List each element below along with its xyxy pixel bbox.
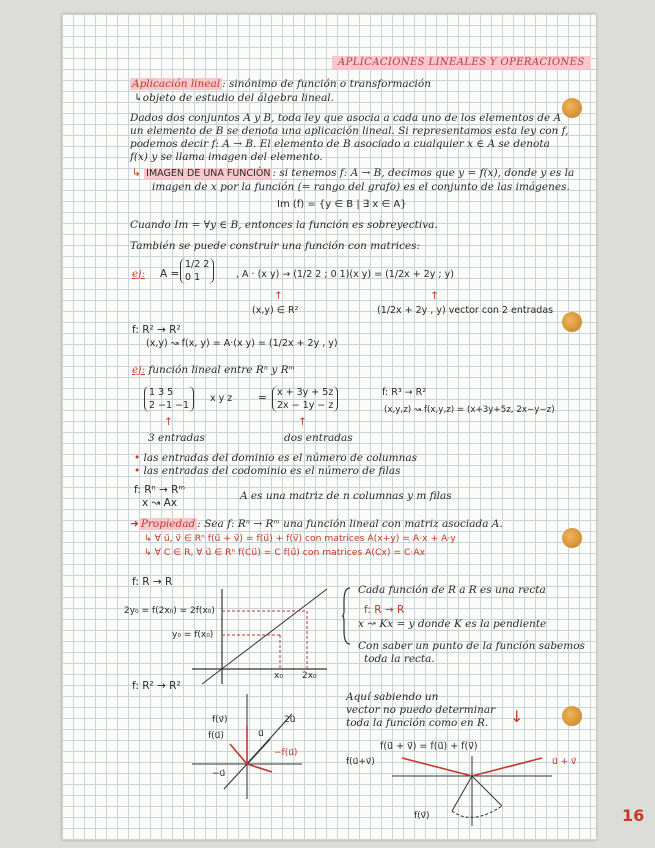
label-out: dos entradas: [284, 432, 353, 444]
graph2-text-3: toda la función como en R.: [346, 717, 489, 729]
graph1-label: f: R → R: [132, 576, 173, 588]
image-formula: Im (f) = {y ∈ B | ∃ x ∈ A}: [277, 199, 407, 210]
equals-sign: =: [258, 392, 267, 404]
image-function-line2: imagen de x por la función (= rango del grafo) es el conjunto de las imágenes.: [152, 181, 570, 193]
sum-label: f(u⃗+v⃗): [346, 757, 375, 767]
graph2-formula: f(u⃗ + v⃗) = f(u⃗) + f(v⃗): [380, 741, 478, 752]
fv-label: f(v⃗): [414, 811, 430, 821]
graph1-text-5: toda la recta.: [364, 653, 435, 665]
vector-label: −u⃗: [212, 769, 226, 779]
example2-heading: ej: función lineal entre Rⁿ y Rᵐ: [132, 364, 295, 376]
graph1-x-label-2: 2x₀: [302, 671, 317, 681]
graph2-text-2: vector no puedo determinar: [346, 704, 496, 716]
graph1-text-3: x ↝ Kx = y donde K es la pendiente: [358, 618, 547, 630]
paragraph-line: podemos decir f: A → B. El elemento de B asociado a cualquier x ∈ A se denota: [130, 138, 550, 150]
paragraph-line: f(x) y se llama imagen del elemento.: [130, 151, 323, 163]
graph1-text-4: Con saber un punto de la función sabemos: [358, 640, 585, 652]
definition-line: Aplicación lineal : sinónimo de función o transformación: [132, 78, 432, 90]
vector-label: 2u⃗: [284, 715, 296, 725]
matrix-b: 1 3 5 2 −1 −1: [144, 386, 194, 412]
graph1-y-label-2: y₀ = f(x₀): [172, 630, 214, 640]
domain-note: (x,y) ∈ R²: [252, 305, 299, 316]
up-arrow-icon: ↑: [164, 416, 173, 428]
binder-hole: [562, 706, 582, 726]
vector-label: u⃗: [258, 729, 264, 739]
function2-def: f: R³ → R²: [382, 387, 427, 398]
up-arrow-icon: ↑: [430, 290, 439, 302]
down-arrow-icon: ↓: [510, 707, 524, 726]
matrix-a-label: A =: [160, 268, 180, 280]
vector-xyz: x y z: [210, 393, 233, 404]
general-note: A es una matriz de n columnas y m filas: [240, 490, 452, 502]
graph2-text-1: Aquí sabiendo un: [346, 691, 439, 703]
paragraph-line: un elemento de B se denota una aplicación lineal. Si representamos esta ley con f,: [130, 125, 569, 137]
matrices-intro: También se puede construir una función con matrices:: [130, 240, 421, 252]
property-label: Propiedad: [140, 518, 196, 530]
up-arrow-icon: ↑: [298, 416, 307, 428]
bullet-item: • las entradas del dominio es el número de columnas: [134, 452, 418, 464]
graph2-label: f: R² → R²: [132, 680, 181, 692]
graph1-text-2: f: R → R: [364, 604, 405, 616]
definition-subline: ↳objeto de estudio del álgebra lineal.: [134, 92, 334, 104]
example-label: ej:: [132, 268, 146, 280]
vector-label: f(u⃗): [208, 731, 224, 741]
function2-rule: (x,y,z) ↝ f(x,y,z) = (x+3y+5z, 2x−y−z): [384, 405, 555, 415]
definition-heading: Aplicación lineal: [132, 78, 221, 90]
property-2: ↳ ∀ C ∈ R, ∀ u⃗ ∈ Rⁿ f(Cu⃗) = C f(u⃗) con matrices A(Cx) = C·Ax: [144, 547, 426, 558]
binder-hole: [562, 98, 582, 118]
up-arrow-icon: ↑: [274, 290, 283, 302]
arrow-icon: ➜: [130, 518, 139, 530]
matrix-result: x + 3y + 5z 2x − 1y − z: [272, 386, 338, 412]
general-function: f: Rⁿ → Rᵐ: [134, 484, 185, 496]
function-def: f: R² → R²: [132, 324, 181, 336]
brace-icon: [342, 586, 352, 646]
paragraph-line: Dados dos conjuntos A y B, toda ley que asocia a cada uno de los elementos de A: [130, 112, 562, 124]
page-number: 16: [622, 806, 645, 825]
vector-label: f(v⃗): [212, 715, 228, 725]
vector-label: −f(u⃗): [274, 748, 298, 758]
graph1-y-label-1: 2y₀ = f(2x₀) = 2f(x₀): [124, 606, 215, 616]
image-function-line: ↳ IMAGEN DE UNA FUNCIÓN : si tenemos f: A → B, decimos que y = f(x), donde y es la: [132, 167, 575, 179]
binder-hole: [562, 312, 582, 332]
matrix-map: , A · (x y) → (1/2 2 ; 0 1)(x y) = (1/2x + 2y ; y): [236, 269, 454, 280]
graph1-x-label-1: x₀: [274, 671, 283, 681]
surjective-line: Cuando Im = ∀y ∈ B, entonces la función es sobreyectiva.: [130, 219, 438, 231]
page-title: APLICACIONES LINEALES Y OPERACIONES: [332, 56, 591, 69]
image-heading: IMAGEN DE UNA FUNCIÓN: [146, 168, 271, 179]
arrow-icon: ↳: [132, 167, 141, 179]
binder-hole: [562, 528, 582, 548]
notebook-page: [62, 14, 645, 840]
function-rule: (x,y) ↝ f(x, y) = A·(x y) = (1/2x + 2y , y): [146, 338, 338, 349]
matrix-a: 1/2 2 0 1: [180, 258, 214, 284]
result-note: (1/2x + 2y , y) vector con 2 entradas: [377, 305, 554, 316]
bullet-item: • las entradas del codominio es el número de filas: [134, 465, 401, 477]
label-in: 3 entradas: [148, 432, 205, 444]
graph1-text-1: Cada función de R a R es una recta: [358, 584, 546, 596]
sum-vector-label: u⃗ + v⃗: [552, 757, 577, 767]
property-line: ➜ Propiedad : Sea f: Rⁿ → Rᵐ una función lineal con matriz asociada A.: [130, 518, 503, 530]
property-1: ↳ ∀ u⃗, v⃗ ∈ Rⁿ f(u⃗ + v⃗) = f(u⃗) + f(v⃗) con matrices A(x+y) = A·x + A·y: [144, 533, 456, 544]
general-rule: x ↝ Ax: [142, 497, 178, 509]
